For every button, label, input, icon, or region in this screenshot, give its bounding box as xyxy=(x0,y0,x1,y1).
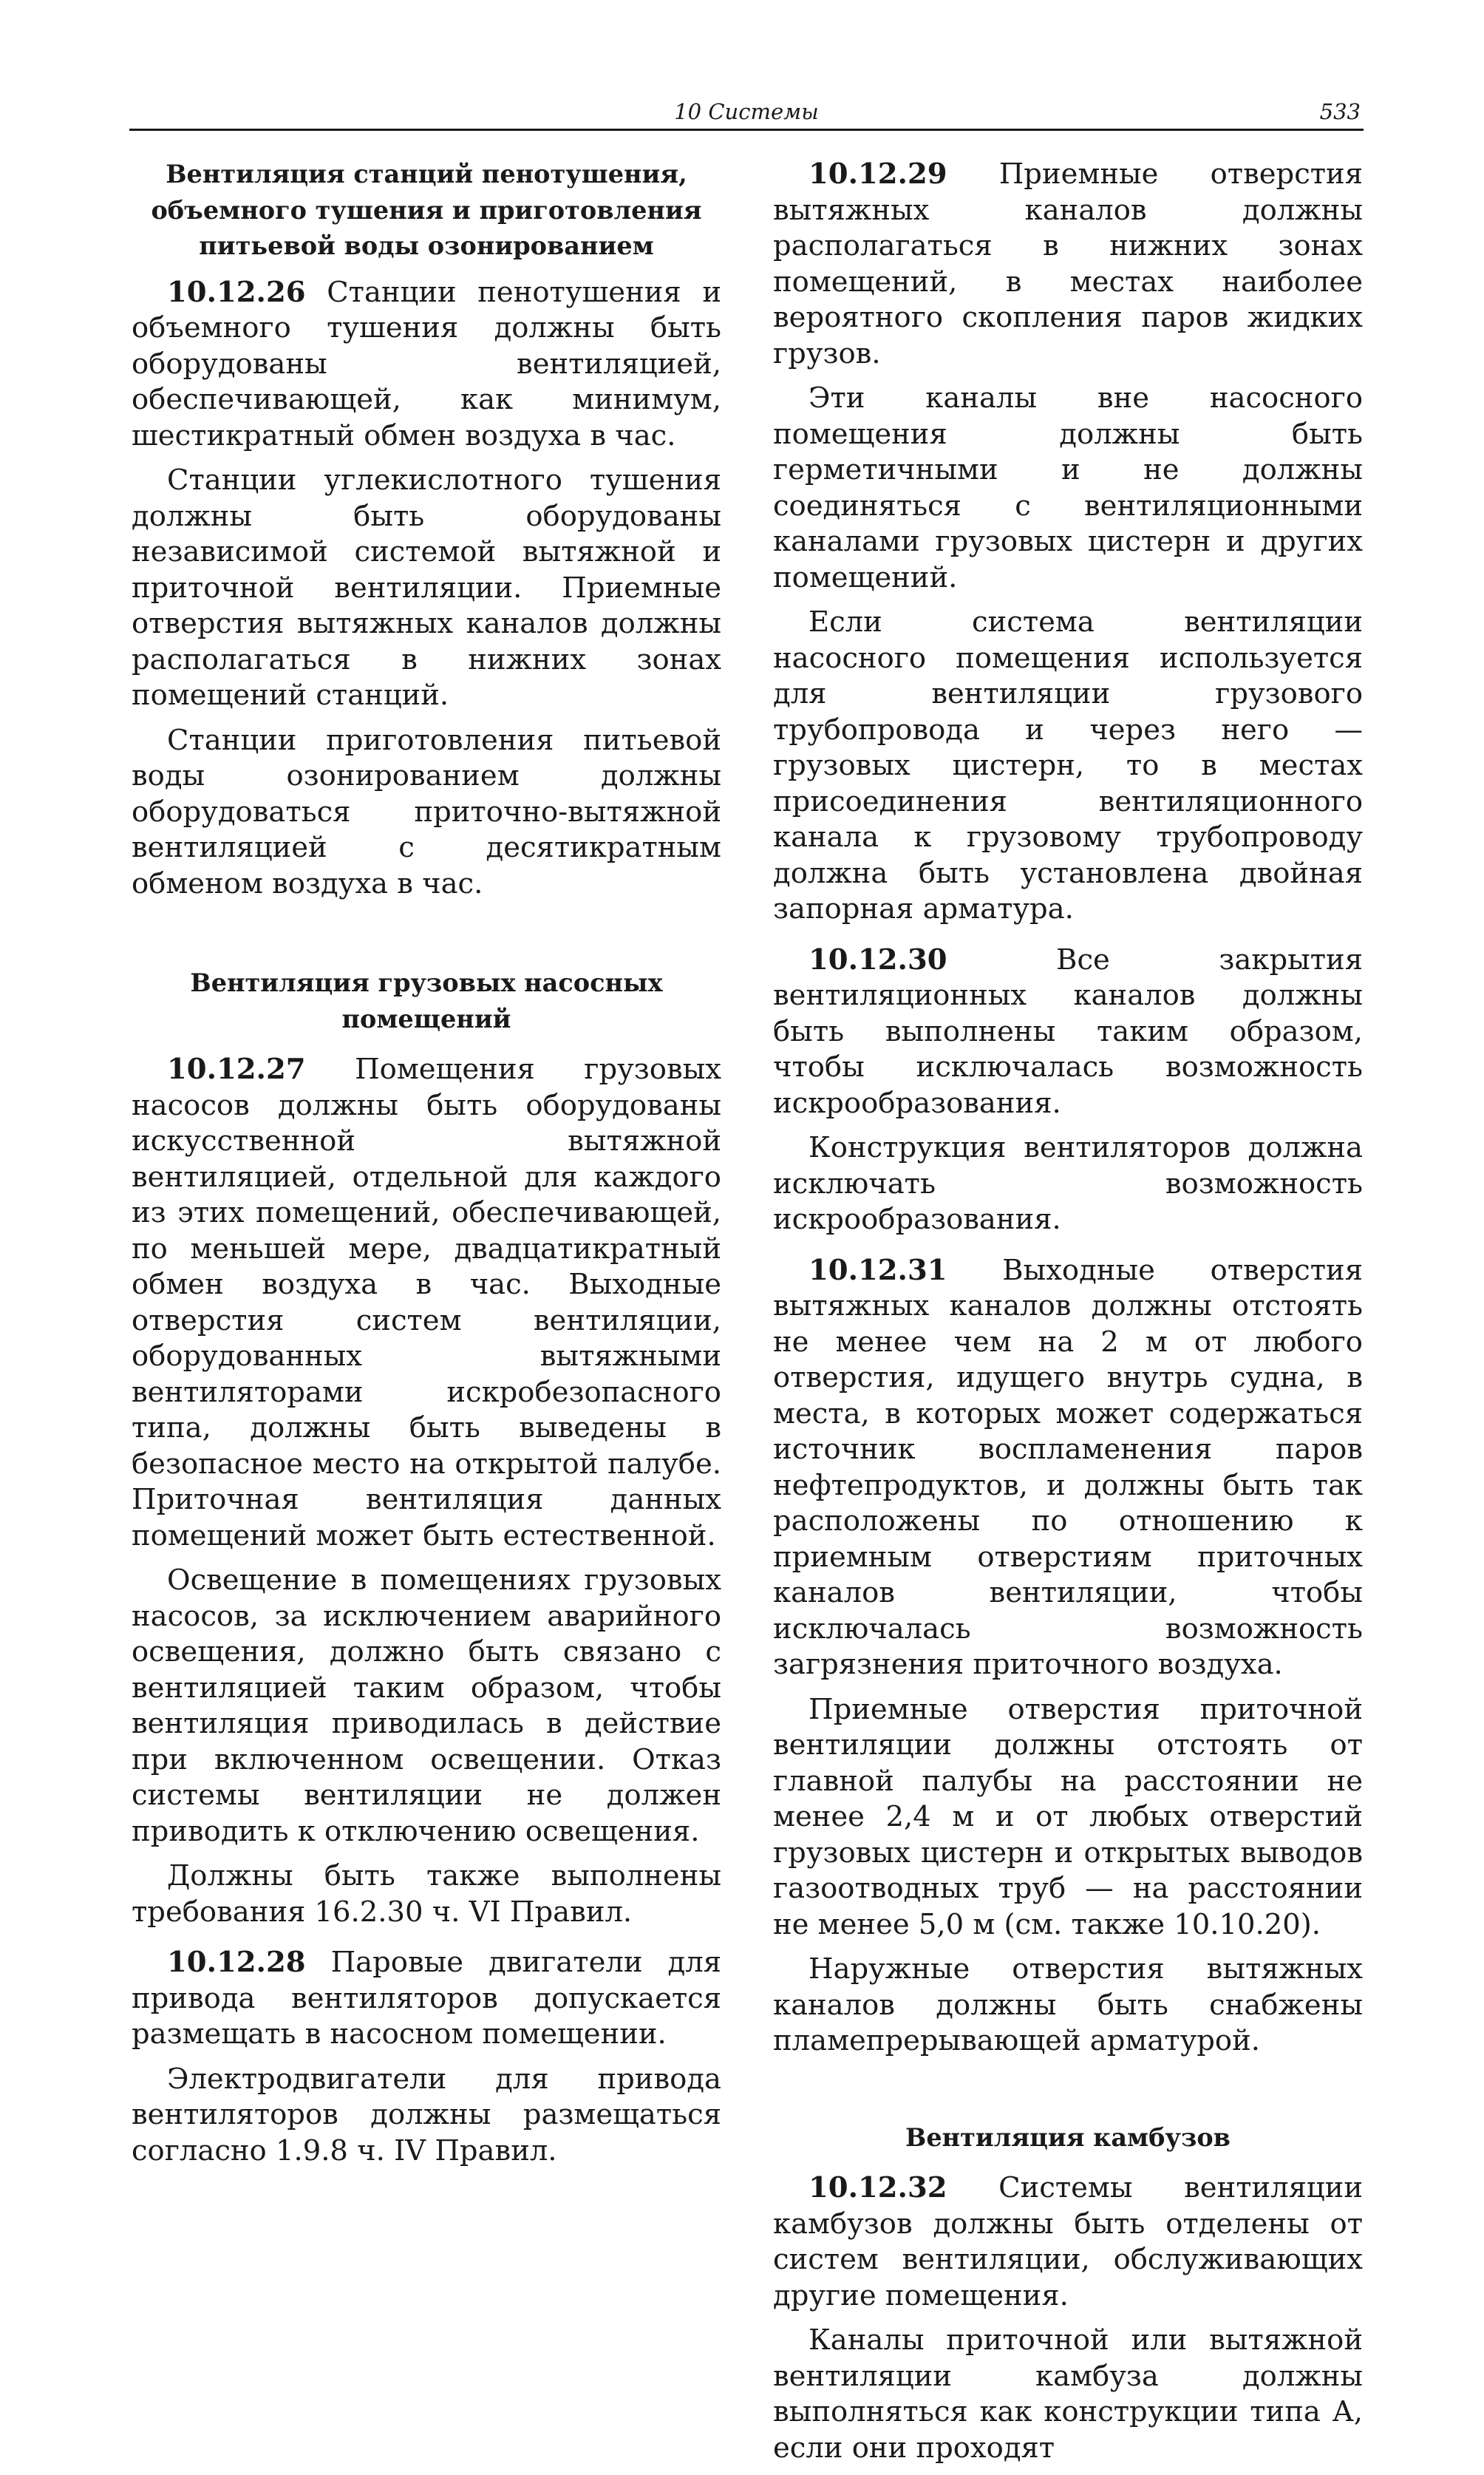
paragraph-outer: Наружные отверстия вытяжных каналов должны быть снабжены пламепрерывающей арматурой. xyxy=(773,1952,1363,2057)
clause-number: 10.12.31 xyxy=(809,1253,947,1287)
clause-number: 10.12.27 xyxy=(167,1053,306,1086)
clause-text: Помещения грузовых насосов должны быть оборудованы искусственной вытяжной вентиляцией, отдельной для каждого из этих помещений, обеспечивающей, по меньшей мере, двадцатикратный обмен воздуха в час. Выходные отверстия систем вентиляции, оборудованных вытяжными вентиляторами искробезопасного типа, должны быть выведены в безопасное место на открытой палубе. Приточная вентиляция данных помещений может быть естественной. xyxy=(132,1053,721,1552)
paragraph-fans: Конструкция вентиляторов должна исключать возможность искрообразования. xyxy=(773,1131,1363,1236)
chapter-title: 10 Системы xyxy=(674,99,819,124)
clause-number: 10.12.32 xyxy=(809,2171,947,2204)
clause-number: 10.12.30 xyxy=(809,943,947,977)
section-heading-galleys: Вентиляция камбузов xyxy=(905,2122,1231,2152)
paragraph-lighting: Освещение в помещениях грузовых насосов, за исключением аварийного освещения, должно быть связано с вентиляцией таким образом, чтобы вентиляция приводилась в действие при включенном освещении. Отказ системы вентиляции не должен приводить к отключению освещения. xyxy=(132,1564,721,1848)
page-number: 533 xyxy=(1319,99,1361,124)
paragraph-10-12-32 xyxy=(773,2170,1363,2314)
clause-text: Приемные отверстия вытяжных каналов должны располагаться в нижних зонах помещений, в местах наиболее вероятного скопления паров жидких грузов. xyxy=(773,157,1363,370)
section-heading-pump-rooms: Вентиляция грузовых насосных помещений xyxy=(190,968,663,1033)
paragraph-electric-motors: Электродвигатели для привода вентиляторов должны размещаться согласно 1.9.8 ч. IV Правил. xyxy=(132,2062,721,2167)
paragraph-galley-channels: Каналы приточной или вытяжной вентиляции камбуза должны выполняться как конструкции типа А, если они проходят xyxy=(773,2323,1363,2465)
left-column xyxy=(132,157,721,2178)
paragraph-10-12-26 xyxy=(132,275,721,455)
paragraph-requirements: Должны быть также выполнены требования 16.2.30 ч. VI Правил. xyxy=(132,1859,721,1929)
spacer xyxy=(132,911,721,965)
paragraph-10-12-30 xyxy=(773,943,1363,1122)
clause-number: 10.12.29 xyxy=(809,157,947,191)
clause-text: Станции пенотушения и объемного тушения должны быть оборудованы вентиляцией, обеспечивающей, как минимум, шестикратный обмен воздуха в час. xyxy=(132,275,721,452)
clause-number: 10.12.28 xyxy=(167,1946,306,1979)
paragraph-intake: Приемные отверстия приточной вентиляции должны отстоять от главной палубы на расстоянии не менее 2,4 м и от любых отверстий грузовых цистерн и открытых выводов газоотводных труб — на расстоянии не менее 5,0 м (см. также 10.10.20). xyxy=(773,1692,1363,1941)
right-column xyxy=(773,157,1363,2475)
running-header xyxy=(129,99,1364,131)
clause-number: 10.12.26 xyxy=(167,275,306,309)
paragraph-system: Если система вентиляции насосного помещения используется для вентиляции грузового трубопровода и через него — грузовых цистерн, то в местах присоединения вентиляционного канала к грузовому трубопроводу должна быть установлена двойная запорная арматура. xyxy=(773,605,1363,926)
clause-text: Выходные отверстия вытяжных каналов должны отстоять не менее чем на 2 м от любого отверстия, идущего внутрь судна, в места, в которых может содержаться источник воспламенения паров нефтепродуктов, и должны быть так расположены по отношению к приемным отверстиям приточных каналов вентиляции, чтобы исключалась возможность загрязнения приточного воздуха. xyxy=(773,1253,1363,1681)
clause-text: Паровые двигатели для привода вентиляторов допускается размещать в насосном помещении. xyxy=(132,1946,721,2051)
clause-text: Все закрытия вентиляционных каналов должны быть выполнены таким образом, чтобы исключалась возможность искрообразования. xyxy=(773,943,1363,1120)
clause-text: Системы вентиляции камбузов должны быть отделены от систем вентиляции, обслуживающих другие помещения. xyxy=(773,2171,1363,2312)
paragraph-10-12-27 xyxy=(132,1052,721,1554)
paragraph-co2-stations: Станции углекислотного тушения должны быть оборудованы независимой системой вытяжной и приточной вентиляции. Приемные отверстия вытяжных каналов должны располагаться в нижних зонах помещений станций. xyxy=(132,464,721,712)
paragraph-channels: Эти каналы вне насосного помещения должны быть герметичными и не должны соединяться с вентиляционными каналами грузовых цистерн и других помещений. xyxy=(773,381,1363,594)
paragraph-10-12-28 xyxy=(132,1945,721,2053)
paragraph-10-12-29 xyxy=(773,157,1363,372)
paragraph-ozone-stations: Станции приготовления питьевой воды озонированием должны оборудоваться приточно-вытяжной вентиляцией с десятикратным обменом воздуха в час. xyxy=(132,723,721,900)
paragraph-10-12-31 xyxy=(773,1253,1363,1683)
section-heading-stations: Вентиляция станций пенотушения, объемного тушения и приготовления питьевой воды озонированием xyxy=(151,160,702,260)
